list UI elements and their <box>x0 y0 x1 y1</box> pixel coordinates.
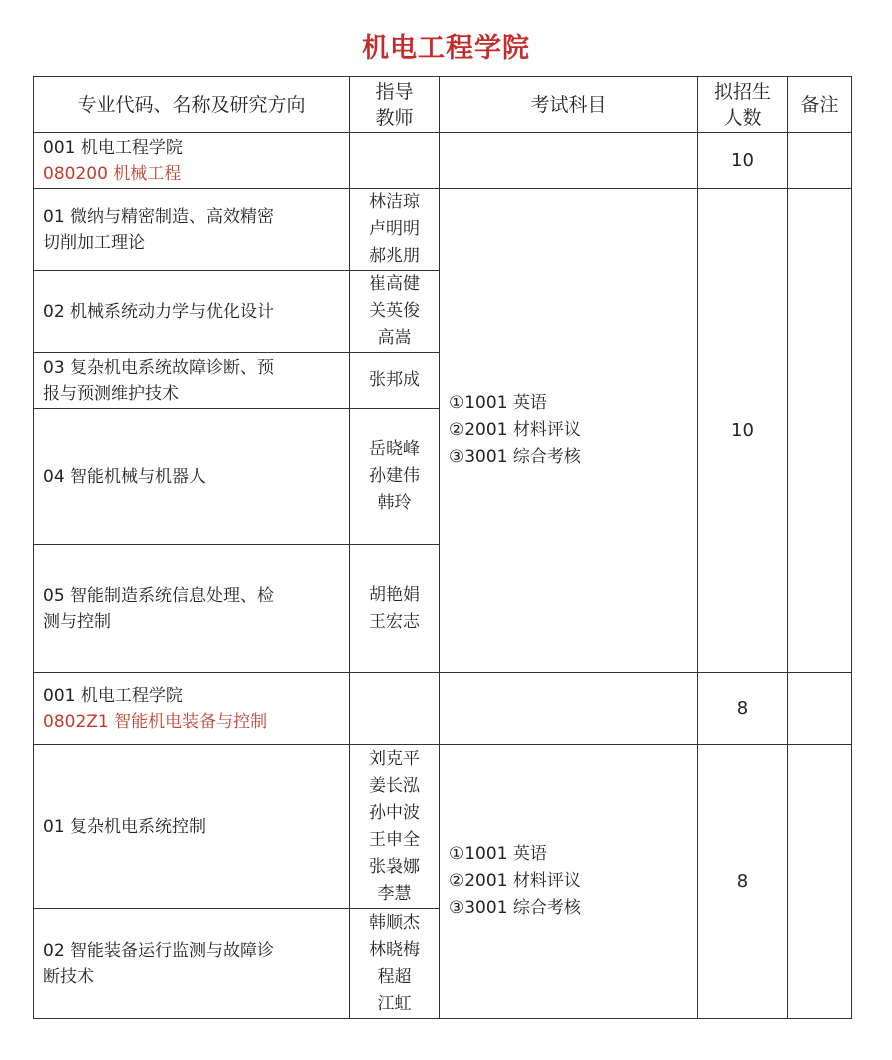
major-row <box>34 133 852 189</box>
direction-name: 04 智能机械与机器人 <box>34 409 350 545</box>
quota-total: 10 <box>698 189 788 673</box>
teacher-list: 刘克平 姜长泓 孙中波 王申全 张袅娜 李慧 <box>350 745 440 909</box>
direction-name: 01 复杂机电系统控制 <box>34 745 350 909</box>
direction-name: 01 微纳与精密制造、高效精密 切削加工理论 <box>34 189 350 271</box>
major-name: 080200 机械工程 <box>43 163 182 184</box>
header-direction: 专业代码、名称及研究方向 <box>34 77 350 133</box>
direction-name: 02 智能装备运行监测与故障诊 断技术 <box>34 909 350 1019</box>
direction-name: 02 机械系统动力学与优化设计 <box>34 271 350 353</box>
page-title: 机电工程学院 <box>362 33 530 64</box>
exam-cell-empty <box>440 133 698 189</box>
teacher-list: 张邦成 <box>350 353 440 409</box>
teacher-cell-empty <box>350 133 440 189</box>
exam-cell-empty <box>440 673 698 745</box>
major-name: 0802Z1 智能机电装备与控制 <box>43 711 268 732</box>
header-row <box>34 77 852 133</box>
direction-name: 03 复杂机电系统故障诊断、预 报与预测维护技术 <box>34 353 350 409</box>
quota-total: 8 <box>698 745 788 1019</box>
college-name: 001 机电工程学院 <box>43 137 183 158</box>
teacher-cell-empty <box>350 673 440 745</box>
exam-subjects: ①1001 英语 ②2001 材料评议 ③3001 综合考核 <box>440 189 698 673</box>
remark-cell <box>788 189 852 673</box>
college-name: 001 机电工程学院 <box>43 685 183 706</box>
quota-value: 10 <box>698 133 788 189</box>
exam-subjects: ①1001 英语 ②2001 材料评议 ③3001 综合考核 <box>440 745 698 1019</box>
major-cell <box>34 673 350 745</box>
direction-name: 05 智能制造系统信息处理、检 测与控制 <box>34 545 350 673</box>
teacher-list: 韩顺杰 林晓梅 程超 江虹 <box>350 909 440 1019</box>
admission-table <box>33 76 852 1019</box>
teacher-list: 胡艳娟 王宏志 <box>350 545 440 673</box>
header-quota: 拟招生 人数 <box>698 77 788 133</box>
header-remark: 备注 <box>788 77 852 133</box>
remark-cell <box>788 133 852 189</box>
remark-cell <box>788 673 852 745</box>
teacher-list: 林洁琼 卢明明 郝兆朋 <box>350 189 440 271</box>
major-cell <box>34 133 350 189</box>
direction-row <box>34 745 852 909</box>
remark-cell <box>788 745 852 1019</box>
header-exam: 考试科目 <box>440 77 698 133</box>
direction-row <box>34 189 852 271</box>
quota-value: 8 <box>698 673 788 745</box>
teacher-list: 崔高健 关英俊 高嵩 <box>350 271 440 353</box>
header-teacher: 指导 教师 <box>350 77 440 133</box>
teacher-list: 岳晓峰 孙建伟 韩玲 <box>350 409 440 545</box>
major-row <box>34 673 852 745</box>
